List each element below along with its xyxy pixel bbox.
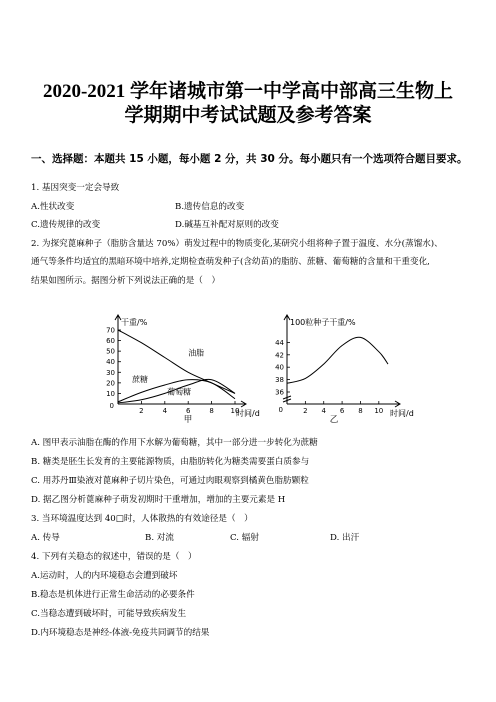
y-tick-label: 20 — [106, 379, 115, 388]
q4-option-c: C.当稳态遭到破坏时，可能导致疾病发生 — [31, 609, 187, 619]
series-label: 油脂 — [188, 348, 205, 358]
q2-stem-line-2: 通气等条件均适宜的黑暗环境中培养,定期检查萌发种子(含幼苗)的脂肪、蔗糖、葡萄糖的含量和干重变化, — [31, 257, 430, 267]
chart-title: 甲 — [183, 415, 193, 425]
q3-option-c: C. 辐射 — [230, 533, 259, 543]
series-label: 蔗糖 — [132, 374, 149, 384]
q4-option-d: D.内环境稳态是神经-体液-免疫共同调节的结果 — [31, 628, 210, 638]
y-tick-label: 50 — [106, 347, 115, 356]
x-tick-label: 4 — [162, 407, 168, 415]
document-title-line-2: 学期期中考试试题及参考答案 — [124, 105, 372, 126]
y-tick-label: 40 — [106, 358, 115, 367]
y-tick-label: 60 — [106, 337, 115, 346]
q3-option-b: B. 对流 — [145, 533, 174, 543]
q3-option-a: A. 传导 — [31, 533, 60, 543]
x-tick-label: 10 — [230, 407, 240, 415]
chart-yi — [270, 312, 430, 428]
q4-option-a: A.运动时，人的内环境稳态会遭到破坏 — [31, 571, 178, 581]
y-tick-label: 36 — [275, 388, 284, 397]
q3-stem: 3. 当环境温度达到 40□时，人体散热的有效途径是（ ） — [31, 514, 253, 524]
chart-title: 乙 — [329, 415, 339, 425]
x-tick-label: 2 — [139, 407, 144, 415]
x-tick-label: 8 — [209, 407, 214, 415]
series-line — [118, 330, 235, 393]
q1-option-c: C.遗传规律的改变 — [31, 220, 101, 230]
y-tick-label: 40 — [275, 363, 284, 372]
q2-stem-line-1: 2. 为探究蓖麻种子（脂肪含量达 70%）萌发过程中的物质变化,某研究小组将种子置于温度、水分(蒸馏水)、 — [31, 239, 443, 249]
x-axis-label: 时间/d — [390, 409, 414, 418]
series-line — [287, 337, 388, 383]
x-tick-label: 6 — [185, 407, 191, 415]
y-axis-label: 100粒种子干重/% — [290, 318, 356, 327]
q2-option-d: D. 据乙图分析蓖麻种子萌发初期时干重增加，增加的主要元素是 H — [31, 495, 286, 505]
q1-option-a: A.性状改变 — [31, 202, 75, 212]
q4-option-b: B.稳态是机体进行正常生命活动的必要条件 — [31, 590, 195, 600]
x-tick-label: 6 — [339, 407, 345, 415]
q2-option-b: B. 糖类是胚生长发育的主要能源物质，由脂肪转化为糖类需要蛋白质参与 — [31, 457, 310, 467]
y-axis-label: 干重/% — [121, 318, 148, 327]
x-tick-label: 4 — [321, 407, 326, 415]
q1-option-b: B.遗传信息的改变 — [175, 202, 245, 212]
q2-option-a: A. 图甲表示油脂在酶的作用下水解为葡萄糖，其中一部分进一步转化为蔗糖 — [31, 438, 318, 448]
chart-jia — [100, 312, 280, 428]
x-tick-label: 8 — [358, 407, 363, 415]
q1-stem: 1. 基因突变一定会导致 — [31, 183, 120, 193]
q1-option-d: D.碱基互补配对原则的改变 — [175, 220, 279, 230]
q4-stem: 4. 下列有关稳态的叙述中，错误的是（ ） — [31, 552, 197, 562]
origin-label: 0 — [109, 402, 114, 410]
origin-label: 0 — [278, 406, 283, 414]
y-tick-label: 38 — [275, 376, 284, 385]
x-axis-label: 时间/d — [236, 409, 260, 418]
y-tick-label: 42 — [275, 351, 284, 360]
y-tick-label: 10 — [106, 389, 115, 398]
y-tick-label: 70 — [106, 326, 115, 335]
q2-stem-line-3: 结果如图所示。据图分析下列说法正确的是（ ） — [31, 276, 221, 286]
series-label: 葡萄糖 — [167, 387, 192, 397]
q2-option-c: C. 用苏丹Ⅲ染液对蓖麻种子切片染色，可通过肉眼观察到橘黄色脂肪颗粒 — [31, 476, 309, 486]
q3-option-d: D. 出汗 — [330, 533, 360, 543]
x-tick-label: 10 — [374, 407, 384, 415]
y-tick-label: 44 — [275, 338, 284, 347]
document-title-line-1: 2020-2021 学年诸城市第一中学高中部高三生物上 — [42, 81, 454, 102]
x-tick-label: 2 — [303, 407, 308, 415]
y-tick-label: 30 — [106, 368, 115, 377]
section-heading: 一、选择题：本题共 15 小题，每小题 2 分，共 30 分。每小题只有一个选项符合题目要求。 — [31, 153, 468, 165]
